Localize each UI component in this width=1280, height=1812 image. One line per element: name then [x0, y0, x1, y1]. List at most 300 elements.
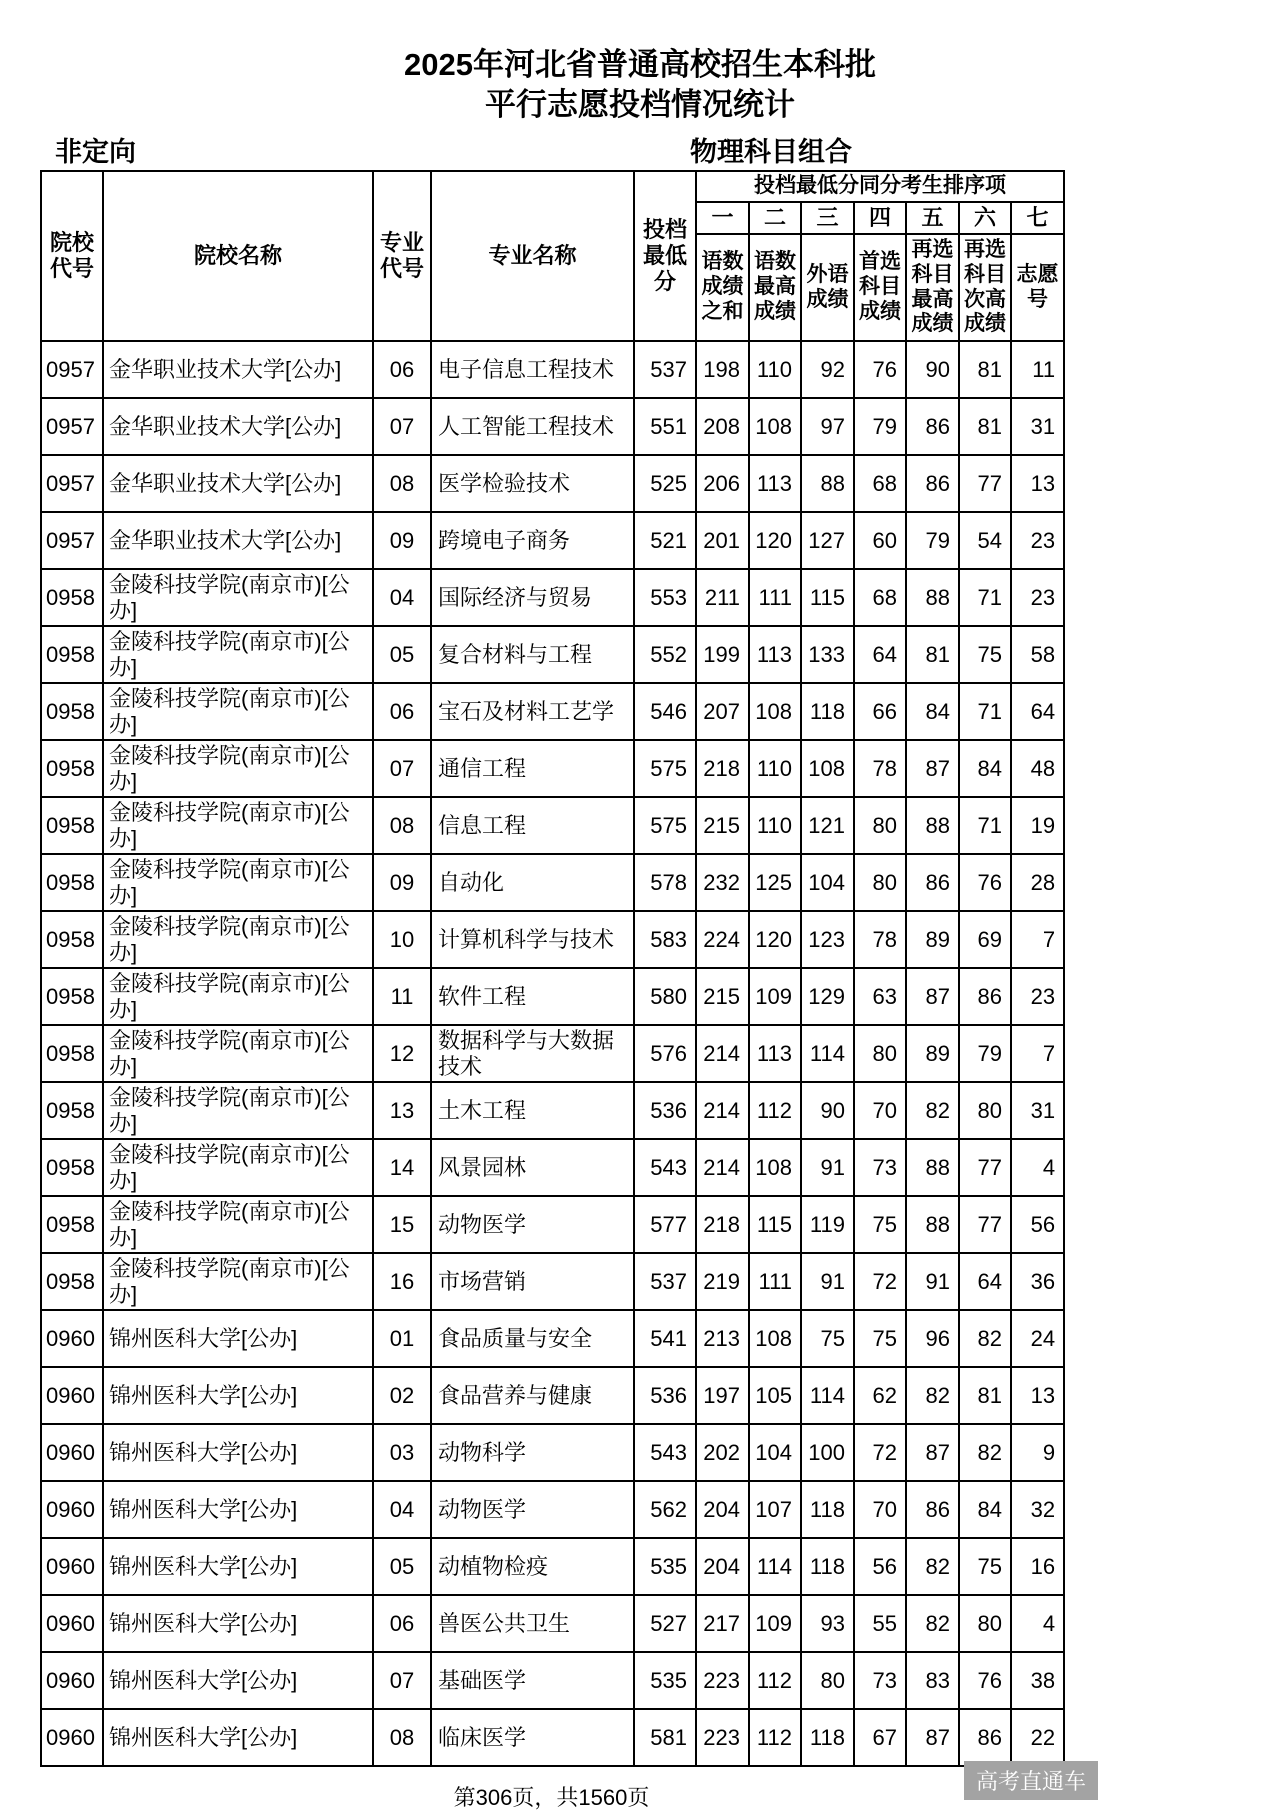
college-code-cell: 0960 — [41, 1652, 103, 1709]
tiebreak7-cell: 31 — [1011, 398, 1064, 455]
watermark-badge: 高考直通车 — [964, 1761, 1098, 1800]
major-code-cell: 16 — [373, 1253, 431, 1310]
tiebreak5-cell: 87 — [906, 968, 959, 1025]
tiebreak7-cell: 38 — [1011, 1652, 1064, 1709]
college-code-cell: 0958 — [41, 911, 103, 968]
page-title — [0, 0, 1280, 124]
college-code-cell: 0957 — [41, 398, 103, 455]
major-code-cell: 11 — [373, 968, 431, 1025]
college-code-cell: 0960 — [41, 1367, 103, 1424]
tiebreak2-cell: 108 — [749, 1310, 801, 1367]
college-name-cell: 锦州医科大学[公办] — [103, 1652, 373, 1709]
tiebreak2-cell: 112 — [749, 1709, 801, 1766]
tiebreak4-cell: 75 — [854, 1196, 906, 1253]
table-row — [41, 1595, 1064, 1652]
major-name-cell: 自动化 — [431, 854, 634, 911]
table-row — [41, 398, 1064, 455]
tiebreak2-cell: 104 — [749, 1424, 801, 1481]
tiebreak2-cell: 107 — [749, 1481, 801, 1538]
table-row — [41, 1481, 1064, 1538]
header-min-score: 投档最低分 — [634, 171, 696, 341]
major-name-cell: 风景园林 — [431, 1139, 634, 1196]
tiebreak1-cell: 215 — [696, 797, 749, 854]
tiebreak2-cell: 109 — [749, 968, 801, 1025]
college-code-cell: 0958 — [41, 626, 103, 683]
tiebreak7-cell: 9 — [1011, 1424, 1064, 1481]
tiebreak7-cell: 24 — [1011, 1310, 1064, 1367]
tiebreak-number-header: 五 — [906, 202, 959, 234]
tiebreak3-cell: 133 — [801, 626, 854, 683]
major-code-cell: 01 — [373, 1310, 431, 1367]
tiebreak4-cell: 78 — [854, 911, 906, 968]
college-name-cell: 金陵科技学院(南京市)[公办] — [103, 968, 373, 1025]
tiebreak5-cell: 79 — [906, 512, 959, 569]
tiebreak6-cell: 71 — [959, 683, 1011, 740]
tiebreak3-cell: 91 — [801, 1253, 854, 1310]
tiebreak1-cell: 218 — [696, 1196, 749, 1253]
tiebreak-number-header: 二 — [749, 202, 801, 234]
tiebreak1-cell: 214 — [696, 1082, 749, 1139]
tiebreak5-cell: 96 — [906, 1310, 959, 1367]
header-tiebreak-group: 投档最低分同分考生排序项 — [696, 171, 1064, 202]
header-college-name: 院校名称 — [103, 171, 373, 341]
tiebreak4-cell: 72 — [854, 1253, 906, 1310]
tiebreak6-cell: 76 — [959, 854, 1011, 911]
major-name-cell: 基础医学 — [431, 1652, 634, 1709]
tiebreak1-cell: 204 — [696, 1481, 749, 1538]
major-code-cell: 13 — [373, 1082, 431, 1139]
tiebreak3-cell: 114 — [801, 1025, 854, 1082]
college-name-cell: 锦州医科大学[公办] — [103, 1481, 373, 1538]
min-score-cell: 575 — [634, 797, 696, 854]
college-code-cell: 0958 — [41, 968, 103, 1025]
tiebreak4-cell: 60 — [854, 512, 906, 569]
college-name-cell: 锦州医科大学[公办] — [103, 1538, 373, 1595]
college-name-cell: 锦州医科大学[公办] — [103, 1595, 373, 1652]
tiebreak1-cell: 218 — [696, 740, 749, 797]
college-name-cell: 金陵科技学院(南京市)[公办] — [103, 1082, 373, 1139]
tiebreak3-cell: 123 — [801, 911, 854, 968]
min-score-cell: 576 — [634, 1025, 696, 1082]
table-row — [41, 683, 1064, 740]
major-name-cell: 跨境电子商务 — [431, 512, 634, 569]
tiebreak4-cell: 64 — [854, 626, 906, 683]
table-row — [41, 1196, 1064, 1253]
tiebreak4-cell: 70 — [854, 1481, 906, 1538]
major-name-cell: 食品质量与安全 — [431, 1310, 634, 1367]
tiebreak5-cell: 86 — [906, 854, 959, 911]
tiebreak3-cell: 75 — [801, 1310, 854, 1367]
tiebreak-label-header: 外语成绩 — [801, 234, 854, 341]
min-score-cell: 535 — [634, 1538, 696, 1595]
table-row — [41, 569, 1064, 626]
major-name-cell: 电子信息工程技术 — [431, 341, 634, 398]
major-code-cell: 02 — [373, 1367, 431, 1424]
tiebreak1-cell: 215 — [696, 968, 749, 1025]
tiebreak2-cell: 112 — [749, 1652, 801, 1709]
tiebreak1-cell: 223 — [696, 1652, 749, 1709]
tiebreak-number-header: 一 — [696, 202, 749, 234]
major-code-cell: 03 — [373, 1424, 431, 1481]
tiebreak7-cell: 22 — [1011, 1709, 1064, 1766]
tiebreak3-cell: 118 — [801, 1538, 854, 1595]
tiebreak1-cell: 201 — [696, 512, 749, 569]
tiebreak6-cell: 84 — [959, 740, 1011, 797]
tiebreak6-cell: 76 — [959, 1652, 1011, 1709]
tiebreak3-cell: 108 — [801, 740, 854, 797]
college-name-cell: 金陵科技学院(南京市)[公办] — [103, 1196, 373, 1253]
tiebreak1-cell: 223 — [696, 1709, 749, 1766]
table-row — [41, 455, 1064, 512]
table-row — [41, 512, 1064, 569]
tiebreak1-cell: 224 — [696, 911, 749, 968]
tiebreak3-cell: 121 — [801, 797, 854, 854]
tiebreak1-cell: 197 — [696, 1367, 749, 1424]
tiebreak7-cell: 16 — [1011, 1538, 1064, 1595]
college-name-cell: 金陵科技学院(南京市)[公办] — [103, 854, 373, 911]
major-name-cell: 国际经济与贸易 — [431, 569, 634, 626]
major-name-cell: 通信工程 — [431, 740, 634, 797]
tiebreak2-cell: 110 — [749, 740, 801, 797]
college-code-cell: 0958 — [41, 1139, 103, 1196]
tiebreak6-cell: 82 — [959, 1424, 1011, 1481]
tiebreak2-cell: 111 — [749, 1253, 801, 1310]
admission-stats-table — [40, 170, 1065, 1767]
college-name-cell: 金华职业技术大学[公办] — [103, 398, 373, 455]
tiebreak5-cell: 82 — [906, 1367, 959, 1424]
min-score-cell: 527 — [634, 1595, 696, 1652]
major-code-cell: 09 — [373, 512, 431, 569]
college-code-cell: 0960 — [41, 1595, 103, 1652]
tiebreak4-cell: 66 — [854, 683, 906, 740]
tiebreak3-cell: 129 — [801, 968, 854, 1025]
min-score-cell: 575 — [634, 740, 696, 797]
tiebreak7-cell: 4 — [1011, 1139, 1064, 1196]
plan-type-label: 非定向 — [55, 137, 136, 168]
major-code-cell: 07 — [373, 398, 431, 455]
college-name-cell: 锦州医科大学[公办] — [103, 1310, 373, 1367]
min-score-cell: 543 — [634, 1139, 696, 1196]
tiebreak4-cell: 62 — [854, 1367, 906, 1424]
major-name-cell: 宝石及材料工艺学 — [431, 683, 634, 740]
major-name-cell: 土木工程 — [431, 1082, 634, 1139]
tiebreak1-cell: 206 — [696, 455, 749, 512]
tiebreak2-cell: 113 — [749, 1025, 801, 1082]
tiebreak6-cell: 80 — [959, 1595, 1011, 1652]
min-score-cell: 578 — [634, 854, 696, 911]
tiebreak5-cell: 91 — [906, 1253, 959, 1310]
college-name-cell: 金陵科技学院(南京市)[公办] — [103, 1139, 373, 1196]
page-title-line2: 平行志愿投档情况统计 — [485, 86, 795, 122]
college-name-cell: 锦州医科大学[公办] — [103, 1424, 373, 1481]
tiebreak2-cell: 112 — [749, 1082, 801, 1139]
tiebreak7-cell: 7 — [1011, 911, 1064, 968]
table-row — [41, 1652, 1064, 1709]
major-name-cell: 信息工程 — [431, 797, 634, 854]
college-name-cell: 金华职业技术大学[公办] — [103, 341, 373, 398]
major-name-cell: 计算机科学与技术 — [431, 911, 634, 968]
tiebreak6-cell: 77 — [959, 1139, 1011, 1196]
tiebreak5-cell: 81 — [906, 626, 959, 683]
college-name-cell: 金陵科技学院(南京市)[公办] — [103, 569, 373, 626]
table-row — [41, 1025, 1064, 1082]
tiebreak2-cell: 108 — [749, 1139, 801, 1196]
min-score-cell: 525 — [634, 455, 696, 512]
subject-combination-label: 物理科目组合 — [690, 137, 852, 168]
tiebreak1-cell: 217 — [696, 1595, 749, 1652]
college-code-cell: 0957 — [41, 341, 103, 398]
tiebreak3-cell: 97 — [801, 398, 854, 455]
tiebreak6-cell: 77 — [959, 455, 1011, 512]
tiebreak6-cell: 71 — [959, 797, 1011, 854]
tiebreak5-cell: 90 — [906, 341, 959, 398]
tiebreak7-cell: 23 — [1011, 512, 1064, 569]
tiebreak7-cell: 64 — [1011, 683, 1064, 740]
tiebreak4-cell: 68 — [854, 455, 906, 512]
tiebreak5-cell: 88 — [906, 1139, 959, 1196]
min-score-cell: 541 — [634, 1310, 696, 1367]
tiebreak5-cell: 86 — [906, 398, 959, 455]
tiebreak4-cell: 56 — [854, 1538, 906, 1595]
major-name-cell: 动植物检疫 — [431, 1538, 634, 1595]
major-name-cell: 复合材料与工程 — [431, 626, 634, 683]
tiebreak5-cell: 84 — [906, 683, 959, 740]
table-row — [41, 854, 1064, 911]
tiebreak7-cell: 32 — [1011, 1481, 1064, 1538]
table-row — [41, 341, 1064, 398]
tiebreak-number-header: 三 — [801, 202, 854, 234]
page-number-footer: 第306页，共1560页 — [453, 1785, 650, 1811]
major-code-cell: 04 — [373, 1481, 431, 1538]
tiebreak3-cell: 92 — [801, 341, 854, 398]
tiebreak5-cell: 88 — [906, 797, 959, 854]
major-code-cell: 09 — [373, 854, 431, 911]
min-score-cell: 535 — [634, 1652, 696, 1709]
college-name-cell: 金华职业技术大学[公办] — [103, 512, 373, 569]
college-name-cell: 金陵科技学院(南京市)[公办] — [103, 626, 373, 683]
tiebreak1-cell: 213 — [696, 1310, 749, 1367]
tiebreak6-cell: 75 — [959, 626, 1011, 683]
college-code-cell: 0957 — [41, 512, 103, 569]
major-code-cell: 05 — [373, 626, 431, 683]
header-major-name: 专业名称 — [431, 171, 634, 341]
college-name-cell: 金陵科技学院(南京市)[公办] — [103, 683, 373, 740]
tiebreak4-cell: 80 — [854, 797, 906, 854]
major-code-cell: 07 — [373, 740, 431, 797]
table-row — [41, 797, 1064, 854]
tiebreak3-cell: 91 — [801, 1139, 854, 1196]
tiebreak6-cell: 79 — [959, 1025, 1011, 1082]
college-name-cell: 金陵科技学院(南京市)[公办] — [103, 911, 373, 968]
college-name-cell: 金陵科技学院(南京市)[公办] — [103, 740, 373, 797]
tiebreak4-cell: 72 — [854, 1424, 906, 1481]
tiebreak2-cell: 111 — [749, 569, 801, 626]
tiebreak6-cell: 86 — [959, 968, 1011, 1025]
tiebreak-label-header: 再选科目次高成绩 — [959, 234, 1011, 341]
subheader — [0, 130, 1280, 170]
tiebreak6-cell: 71 — [959, 569, 1011, 626]
tiebreak6-cell: 86 — [959, 1709, 1011, 1766]
min-score-cell: 577 — [634, 1196, 696, 1253]
tiebreak7-cell: 28 — [1011, 854, 1064, 911]
min-score-cell: 552 — [634, 626, 696, 683]
table-row — [41, 1139, 1064, 1196]
min-score-cell: 537 — [634, 341, 696, 398]
tiebreak1-cell: 207 — [696, 683, 749, 740]
tiebreak-label-header: 志愿号 — [1011, 234, 1064, 341]
tiebreak3-cell: 80 — [801, 1652, 854, 1709]
min-score-cell: 536 — [634, 1082, 696, 1139]
tiebreak2-cell: 110 — [749, 797, 801, 854]
tiebreak6-cell: 82 — [959, 1310, 1011, 1367]
tiebreak1-cell: 214 — [696, 1139, 749, 1196]
college-code-cell: 0960 — [41, 1310, 103, 1367]
tiebreak4-cell: 76 — [854, 341, 906, 398]
tiebreak4-cell: 73 — [854, 1652, 906, 1709]
tiebreak5-cell: 88 — [906, 1196, 959, 1253]
college-code-cell: 0958 — [41, 1253, 103, 1310]
min-score-cell: 536 — [634, 1367, 696, 1424]
tiebreak5-cell: 82 — [906, 1538, 959, 1595]
tiebreak4-cell: 70 — [854, 1082, 906, 1139]
tiebreak3-cell: 119 — [801, 1196, 854, 1253]
major-code-cell: 07 — [373, 1652, 431, 1709]
tiebreak6-cell: 81 — [959, 398, 1011, 455]
tiebreak3-cell: 118 — [801, 1481, 854, 1538]
college-code-cell: 0958 — [41, 797, 103, 854]
tiebreak2-cell: 114 — [749, 1538, 801, 1595]
college-name-cell: 锦州医科大学[公办] — [103, 1709, 373, 1766]
tiebreak1-cell: 211 — [696, 569, 749, 626]
table-body — [41, 341, 1064, 1766]
college-code-cell: 0958 — [41, 1196, 103, 1253]
tiebreak7-cell: 56 — [1011, 1196, 1064, 1253]
tiebreak3-cell: 114 — [801, 1367, 854, 1424]
table-row — [41, 1310, 1064, 1367]
tiebreak6-cell: 81 — [959, 1367, 1011, 1424]
tiebreak2-cell: 108 — [749, 683, 801, 740]
min-score-cell: 580 — [634, 968, 696, 1025]
tiebreak7-cell: 4 — [1011, 1595, 1064, 1652]
tiebreak3-cell: 90 — [801, 1082, 854, 1139]
tiebreak1-cell: 214 — [696, 1025, 749, 1082]
tiebreak1-cell: 198 — [696, 341, 749, 398]
tiebreak6-cell: 64 — [959, 1253, 1011, 1310]
major-name-cell: 动物医学 — [431, 1196, 634, 1253]
major-code-cell: 06 — [373, 341, 431, 398]
tiebreak5-cell: 87 — [906, 1709, 959, 1766]
tiebreak5-cell: 89 — [906, 911, 959, 968]
college-code-cell: 0960 — [41, 1424, 103, 1481]
tiebreak6-cell: 75 — [959, 1538, 1011, 1595]
tiebreak7-cell: 7 — [1011, 1025, 1064, 1082]
tiebreak2-cell: 109 — [749, 1595, 801, 1652]
min-score-cell: 546 — [634, 683, 696, 740]
table-row — [41, 968, 1064, 1025]
tiebreak5-cell: 82 — [906, 1595, 959, 1652]
table-row — [41, 911, 1064, 968]
tiebreak6-cell: 81 — [959, 341, 1011, 398]
tiebreak5-cell: 89 — [906, 1025, 959, 1082]
tiebreak4-cell: 75 — [854, 1310, 906, 1367]
tiebreak7-cell: 48 — [1011, 740, 1064, 797]
min-score-cell: 521 — [634, 512, 696, 569]
major-name-cell: 医学检验技术 — [431, 455, 634, 512]
college-name-cell: 金华职业技术大学[公办] — [103, 455, 373, 512]
major-code-cell: 04 — [373, 569, 431, 626]
tiebreak6-cell: 69 — [959, 911, 1011, 968]
major-name-cell: 临床医学 — [431, 1709, 634, 1766]
tiebreak6-cell: 54 — [959, 512, 1011, 569]
tiebreak-label-header: 首选科目成绩 — [854, 234, 906, 341]
tiebreak5-cell: 87 — [906, 740, 959, 797]
tiebreak-label-header: 语数最高成绩 — [749, 234, 801, 341]
tiebreak4-cell: 68 — [854, 569, 906, 626]
tiebreak2-cell: 120 — [749, 911, 801, 968]
tiebreak1-cell: 202 — [696, 1424, 749, 1481]
table-row — [41, 1253, 1064, 1310]
major-code-cell: 08 — [373, 797, 431, 854]
tiebreak-label-header: 语数成绩之和 — [696, 234, 749, 341]
college-name-cell: 金陵科技学院(南京市)[公办] — [103, 797, 373, 854]
college-code-cell: 0958 — [41, 854, 103, 911]
tiebreak2-cell: 110 — [749, 341, 801, 398]
tiebreak3-cell: 104 — [801, 854, 854, 911]
tiebreak4-cell: 63 — [854, 968, 906, 1025]
tiebreak7-cell: 13 — [1011, 1367, 1064, 1424]
min-score-cell: 562 — [634, 1481, 696, 1538]
tiebreak2-cell: 125 — [749, 854, 801, 911]
tiebreak2-cell: 113 — [749, 626, 801, 683]
tiebreak-number-header: 六 — [959, 202, 1011, 234]
tiebreak5-cell: 86 — [906, 1481, 959, 1538]
header-major-code: 专业代号 — [373, 171, 431, 341]
tiebreak2-cell: 115 — [749, 1196, 801, 1253]
tiebreak-number-header: 七 — [1011, 202, 1064, 234]
tiebreak7-cell: 31 — [1011, 1082, 1064, 1139]
tiebreak1-cell: 208 — [696, 398, 749, 455]
major-code-cell: 15 — [373, 1196, 431, 1253]
tiebreak4-cell: 73 — [854, 1139, 906, 1196]
tiebreak3-cell: 88 — [801, 455, 854, 512]
page-title-line1: 2025年河北省普通高校招生本科批 — [404, 47, 876, 82]
college-code-cell: 0957 — [41, 455, 103, 512]
tiebreak6-cell: 80 — [959, 1082, 1011, 1139]
college-name-cell: 金陵科技学院(南京市)[公办] — [103, 1253, 373, 1310]
college-code-cell: 0958 — [41, 1082, 103, 1139]
tiebreak2-cell: 108 — [749, 398, 801, 455]
tiebreak1-cell: 199 — [696, 626, 749, 683]
table-row — [41, 1082, 1064, 1139]
tiebreak5-cell: 86 — [906, 455, 959, 512]
tiebreak2-cell: 105 — [749, 1367, 801, 1424]
table-row — [41, 740, 1064, 797]
tiebreak5-cell: 83 — [906, 1652, 959, 1709]
min-score-cell: 543 — [634, 1424, 696, 1481]
tiebreak1-cell: 204 — [696, 1538, 749, 1595]
college-name-cell: 金陵科技学院(南京市)[公办] — [103, 1025, 373, 1082]
tiebreak-label-header: 再选科目最高成绩 — [906, 234, 959, 341]
major-name-cell: 软件工程 — [431, 968, 634, 1025]
min-score-cell: 551 — [634, 398, 696, 455]
tiebreak7-cell: 58 — [1011, 626, 1064, 683]
college-code-cell: 0958 — [41, 740, 103, 797]
college-code-cell: 0960 — [41, 1481, 103, 1538]
tiebreak7-cell: 13 — [1011, 455, 1064, 512]
major-code-cell: 05 — [373, 1538, 431, 1595]
tiebreak5-cell: 82 — [906, 1082, 959, 1139]
major-code-cell: 10 — [373, 911, 431, 968]
